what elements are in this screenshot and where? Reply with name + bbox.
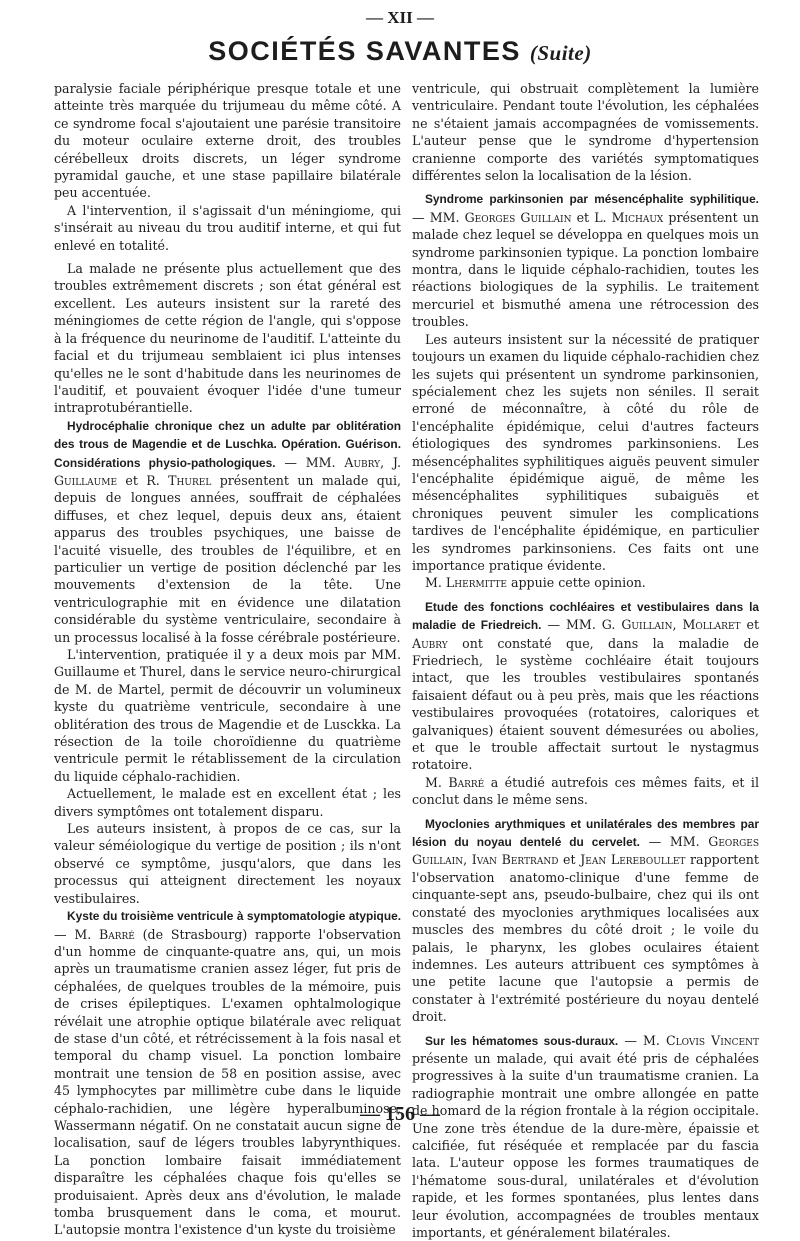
text: présentent un malade qui, depuis de longues années, souffrait de céphalées diffuses, et chez lequel, depuis deux ans, étaient apparus des troubles psychiques, une baisse de l'acuité visuelle, des troubles de l'équilibre, et en particulier un vertige de position déclenché par les mouvements d'extension de la tête. Une ventriculographie mit en évidence une dilatation considérable du système ventriculaire, secondaire à un processus localisé à la fosse cérébrale postérieure. [54,472,401,645]
paragraph: ventricule, qui obstruait complètement la lumière ventriculaire. Pendant toute l'évolution, les céphalées ne s'étaient jamais accompagnées de vomissements. L'auteur pense que le syndrome d'hypertension cranienne comporte des variétés symptomatiques différentes selon la localisation de la lésion. [412,81,759,184]
paragraph: Les auteurs insistent sur la nécessité de pratiquer toujours un examen du liquide céphalo-rachidien chez les sujets qui présentent un syndrome parkinsonien, spécialement chez les sujets non séniles. Il serait erroné de méconnaître, à côté du rôle de l'encéphalite épidémique, celui d'autres facteurs étiologiques des syndromes parkinsoniens. Les mésencéphalites syphilitiques aiguës peuvent simuler l'encéphalite épidémique aiguë, de même les mésencéphalites syphilitiques subaiguës et chroniques peuvent simuler les complications tardives de l'encéphalite épidémique, en particulier les syndromes parkinsoniens. Ces faits ont une importance pratique évidente. [412,331,759,573]
page-number: — 156 — [360,1103,440,1125]
text: — MM. [275,454,345,470]
paragraph [412,774,759,809]
author-name: Guillain [621,617,673,633]
text: — MM. [639,834,709,850]
author-name: Georges Guillain [464,209,572,225]
header-title: SOCIÉTÉS SAVANTES [208,36,521,66]
right-column [412,80,759,1241]
author-name: Guillaume [54,472,118,488]
author-name: Clovis Vincent [666,1032,759,1048]
header-suite: (Suite) [529,41,592,65]
paragraph: paralysie faciale périphérique presque totale et une atteinte très marquée du trijumeau du même côté. A ce syndrome focal s'ajoutaient une parésie transitoire du moteur oculaire externe droit, des troubles cérébelleux droits discrets, un léger syndrome pyramidal gauche, et une stase papillaire bilatérale peu accentuée. [54,81,401,201]
text: appuie cette opinion. [506,575,646,591]
article-paragraph [54,907,401,1239]
article-title: Kyste du troisième ventricule à symptomatologie atypique. [67,909,401,924]
article-title: Etude des fonctions cochléaires et vestibulaires dans la maladie de Friedreich. [412,599,759,633]
author-name: Jean Lereboullet [580,852,686,868]
article-paragraph [412,1032,759,1241]
text: , [463,852,472,868]
text: et [558,852,581,868]
author-name: Thurel [168,472,212,488]
text: présente un malade, qui avait été pris de céphalées progressives à la suite d'un traumatisme cranien. La radiographie montrait une ombre allongée en patte de homard de la région frontale à la région occipitale. Une zone très étendue de la dure-mère, épaissie et calcifiée, fut réséquée et remplacée par du fascia lata. L'auteur oppose les formes traumatiques de l'hématome sous-dural, unilatérales et d'évolution rapide, et les formes spontanées, plus lentes dans leur évolution, accompagnées de troubles mentaux importants, et généralement bilatérales. [412,1050,759,1240]
article-paragraph [54,417,401,646]
text: présentent un malade chez lequel se développa en quelques mois un syndrome parkinsonien typique. La ponction lombaire montra, dans le liquide céphalo-rachidien, toutes les réactions biologiques de la syphilis. Le traitement mercuriel et bismuthé amena une rétrocession des troubles. [412,209,759,330]
text: , J. [380,454,401,470]
text: — M. [54,926,99,942]
left-column [54,80,401,1239]
paragraph: La malade ne présente plus actuellement que des troubles extrêmement discrets ; son état général est excellent. Les auteurs insistent sur la rareté des méningiomes de cette région de l'angle, qui s'oppose à la fréquence du neurinome de l'auditif. L'atteinte du facial et du trijumeau semblaient ici plus intenses qu'elles ne le sont d'habitude dans les neurinomes de l'auditif, et pouvaient évoquer l'idée d'une tumeur intraprotubérantielle. [54,261,401,416]
article-paragraph [412,815,759,1026]
text: , [672,617,683,633]
text: — MM. G. [541,617,622,633]
article-paragraph [412,598,759,774]
paragraph [412,574,759,591]
author-name: L. Michaux [594,209,664,225]
author-name: Lhermitte [445,575,507,591]
author-name: Barré [448,774,485,790]
text: a étudié autrefois ces mêmes faits, et il conclut dans le même sens. [412,774,759,808]
text: et [740,617,760,633]
page-folio-roman: — XII — [365,8,434,27]
article-paragraph [412,190,759,330]
text: — MM. [412,209,465,225]
paragraph: A l'intervention, il s'agissait d'un méningiome, qui s'insérait au niveau du trou auditif interne, et qui fut enlevé en totalité. [54,202,401,253]
text: et [571,209,595,225]
text: (de Strasbourg) rapporte l'observation d'un homme de cinquante-quatre ans, qui, un mois après un traumatisme cranien assez léger, fut pris de céphalées, de quelques troubles de la mémoire, puis de crises épileptiques. L'examen ophtalmologique révélait une atrophie optique bilatérale avec reliquat de stase d'un côté, et rétrécissement à la fois nasal et temporal du champ visuel. La ponction lombaire montrait une tension de 58 en position assise, avec 45 lymphocytes par millimètre cube dans le liquide céphalo-rachidien, une légère hyperalbuminose, Wassermann négatif. On ne constatait aucun signe de localisation, sauf de légers troubles labyrynthiques. La ponction lombaire faisait immédiatement disparaître les céphalées chaque fois qu'elles se produisaient. Après deux ans d'évolution, le malade tomba brusquement dans le coma, et mourut. L'autopsie montra l'existence d'un kyste du troisième [54,926,401,1238]
paragraph: L'intervention, pratiquée il y a deux mois par MM. Guillaume et Thurel, dans le service neuro-chirurgical de M. de Martel, permit de découvrir un volumineux kyste du quatrième ventricule, secondaire à une oblitération des trous de Magendie et de Lusckka. La résection de la toile choroïdienne du quatrième ventricule permit le rétablissement de la circulation du liquide céphalo-rachidien. [54,647,401,784]
author-name: Aubry [412,635,448,651]
text: — M. [618,1032,666,1048]
author-name: Ivan Bertrand [471,852,559,868]
author-name: Georges Guillain [412,834,759,868]
page-header [0,36,800,67]
paragraph: Les auteurs insistent, à propos de ce cas, sur la valeur séméiologique du vertige de position ; ils n'ont observé ce symptôme, jusqu'alors, que dans les processus qui atteignent directement les noyaux vestibulaires. [54,821,401,906]
author-name: Mollaret [682,617,741,633]
article-title: Myoclonies arythmiques et unilatérales des membres par lésion du noyau dentelé du cervelet. [412,816,759,850]
text: M. [425,774,449,790]
article-title: Sur les hématomes sous-duraux. [425,1033,619,1048]
paragraph: Actuellement, le malade est en excellent état ; les divers symptômes ont totalement disparu. [54,786,401,819]
article-title: Hydrocéphalie chronique chez un adulte par oblitération des trous de Magendie et de Luschka. Opération. Guérison. Considérations physio-pathologiques. [54,418,401,470]
author-name: Barré [99,926,135,942]
article-title: Syndrome parkinsonien par mésencéphalite syphilitique. [425,192,759,207]
author-name: Aubry [344,454,381,470]
text: rapportent l'observation anatomo-clinique d'une femme de cinquante-sept ans, pseudo-bulbaire, chez qui ils ont constaté des myoclonies arythmiques localisées aux muscles des membres du côté droit ; le voile du palais, le pharynx, les globes oculaires étaient indemnes. Les auteurs attribuent ces symptômes à une petite lacune que l'autopsie a permis de constater à l'extrémité postérieure du noyau dentelé droit. [412,852,759,1025]
text: ont constaté que, dans la maladie de Friedriech, le système cochléaire était toujours intact, que les troubles vestibulaires spontanés faisaient défaut ou à peu près, mais que les réactions vestibulaires provoquées (rotatoires, caloriques et galvaniques) étaient souvent démesurées ou abolies, et que le trouble affectait surtout le nystagmus rotatoire. [412,635,759,773]
text: et R. [117,472,169,488]
text: M. [425,575,446,591]
